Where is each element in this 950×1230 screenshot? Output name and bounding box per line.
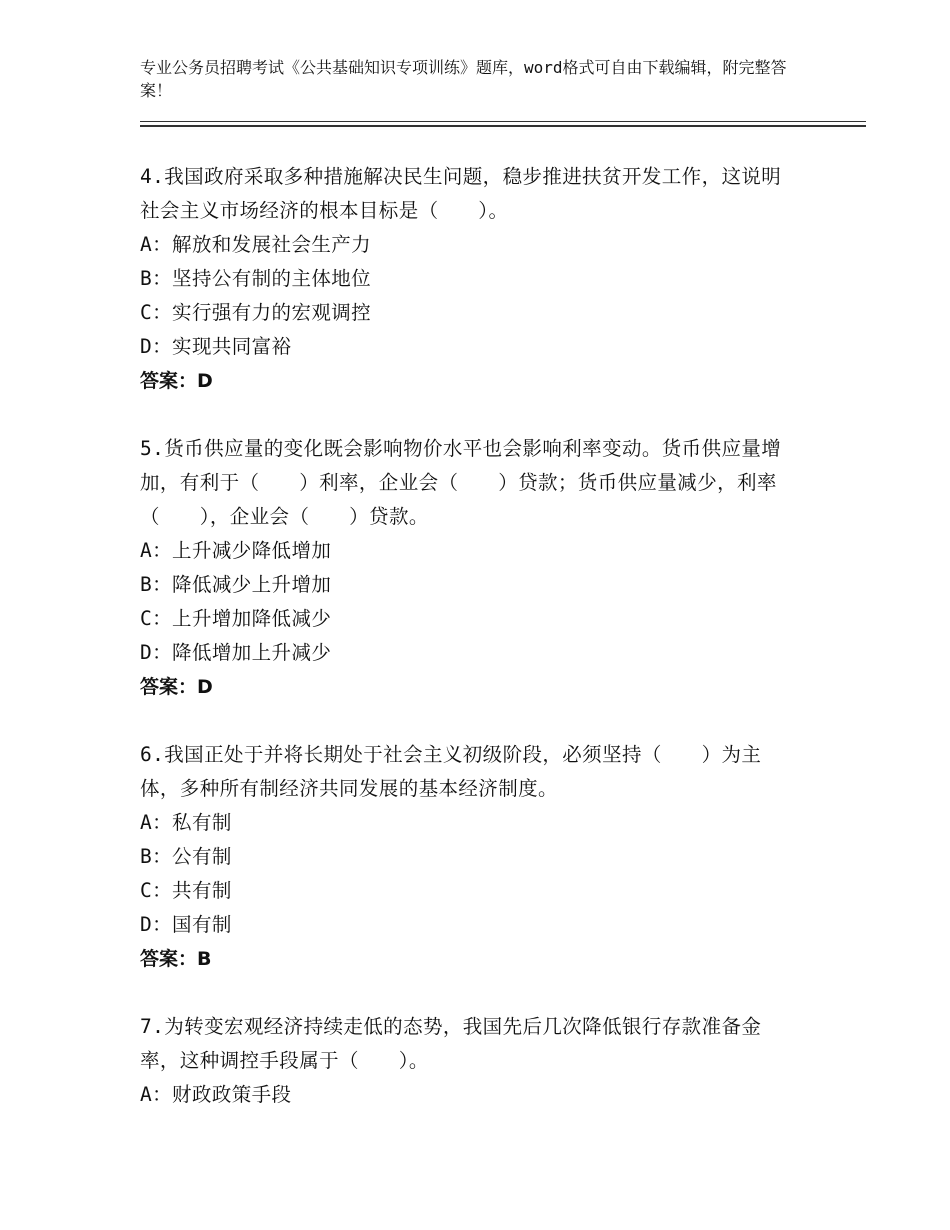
option-b: B：公有制	[140, 845, 232, 868]
answer-label: 答案：D	[140, 370, 213, 392]
option-c: C：实行强有力的宏观调控	[140, 301, 372, 324]
option-b: B：坚持公有制的主体地位	[140, 267, 372, 290]
option-a: A：财政政策手段	[140, 1083, 292, 1106]
question-stem: 6.我国正处于并将长期处于社会主义初级阶段，必须坚持（ ）为主体，多种所有制经济共同发展的基本经济制度。	[140, 743, 762, 800]
option-d: D：国有制	[140, 913, 232, 936]
question-6	[140, 738, 800, 976]
answer-label: 答案：B	[140, 948, 212, 970]
option-c: C：共有制	[140, 879, 232, 902]
question-5	[140, 432, 800, 704]
question-stem: 4.我国政府采取多种措施解决民生问题，稳步推进扶贫开发工作，这说明社会主义市场经济的根本目标是（ ）。	[140, 165, 782, 222]
option-d: D：降低增加上升减少	[140, 641, 332, 664]
page-header: 专业公务员招聘考试《公共基础知识专项训练》题库，word格式可自由下载编辑，附完整答案！	[140, 58, 787, 100]
option-c: C：上升增加降低减少	[140, 607, 332, 630]
answer-label: 答案：D	[140, 676, 213, 698]
option-b: B：降低减少上升增加	[140, 573, 332, 596]
option-a: A：上升减少降低增加	[140, 539, 332, 562]
question-stem: 7.为转变宏观经济持续走低的态势，我国先后几次降低银行存款准备金率，这种调控手段属于（ ）。	[140, 1015, 762, 1072]
question-7	[140, 1010, 800, 1112]
question-list	[140, 160, 800, 1146]
option-d: D：实现共同富裕	[140, 335, 292, 358]
question-4	[140, 160, 800, 398]
option-a: A：私有制	[140, 811, 232, 834]
option-a: A：解放和发展社会生产力	[140, 233, 372, 256]
question-stem: 5.货币供应量的变化既会影响物价水平也会影响利率变动。货币供应量增加，有利于（ ）利率，企业会（ ）贷款；货币供应量减少，利率（ ），企业会（ ）贷款。	[140, 437, 782, 528]
header-rule-thick	[140, 125, 866, 127]
header-rule-thin	[140, 121, 866, 122]
